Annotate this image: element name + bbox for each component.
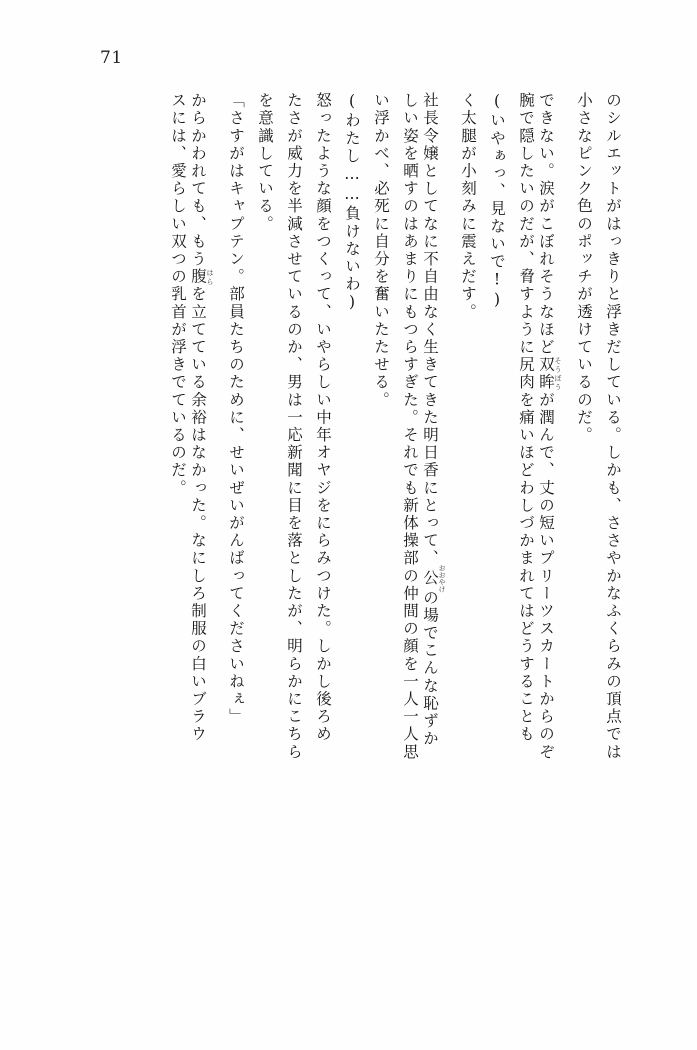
text-column: しい姿を晒すのはあまりにもつらすぎた。それでも新体操部の仲間の顔を一人一人思 — [401, 92, 419, 761]
text-column: (いやぁっ、見ないで!) — [488, 92, 506, 311]
text-column: 腕で隠したいのだが、脅すように尻肉を痛いほどわしづかまれてはどうすることも — [517, 92, 535, 744]
text-column: 「さすがはキャプテン。部員たちのために、せいぜいがんばってくださいねぇ」 — [227, 92, 245, 726]
text-column: からかわれても、もう腹 はらを立てている余裕はなかった。なにしろ制服の白いブラウ — [189, 92, 214, 744]
text-column: く太腿が小刻みに震えだす。 — [459, 92, 477, 321]
text-column: 社長令嬢としてなに不自由なく生きてきた明日香にとって、公 おおやけの場でこんな恥ずか — [421, 92, 446, 748]
text-column: (わたし……負けないわ) — [343, 92, 361, 314]
text-column: たさが威力を半減させているのか、男は一応新聞に目を落としたが、明らかにこちら — [285, 92, 303, 761]
text-column: のシルエットがはっきりと浮きだしている。しかも、ささやかなふくらみの頂点では — [604, 92, 622, 761]
text-column: 怒ったような顔をつくって、いやらしい中年オヤジをにらみつけた。しかし後ろめ — [314, 92, 332, 744]
text-column: スには、愛らしい双つの乳首が浮きでているのだ。 — [169, 92, 187, 497]
page-number: 71 — [100, 48, 123, 68]
text-column: い浮かべ、必死に自分を奮いたたせる。 — [372, 92, 390, 409]
text-column: 小さなピンク色のポッチが透けているのだ。 — [575, 92, 593, 444]
text-column: を意識している。 — [256, 92, 274, 233]
vertical-text-block — [72, 92, 620, 992]
text-column: できない。涙がこぼれそうなほど双眸 そうぼうが潤んで、丈の短いプリーツスカートからのぞ — [537, 92, 562, 761]
